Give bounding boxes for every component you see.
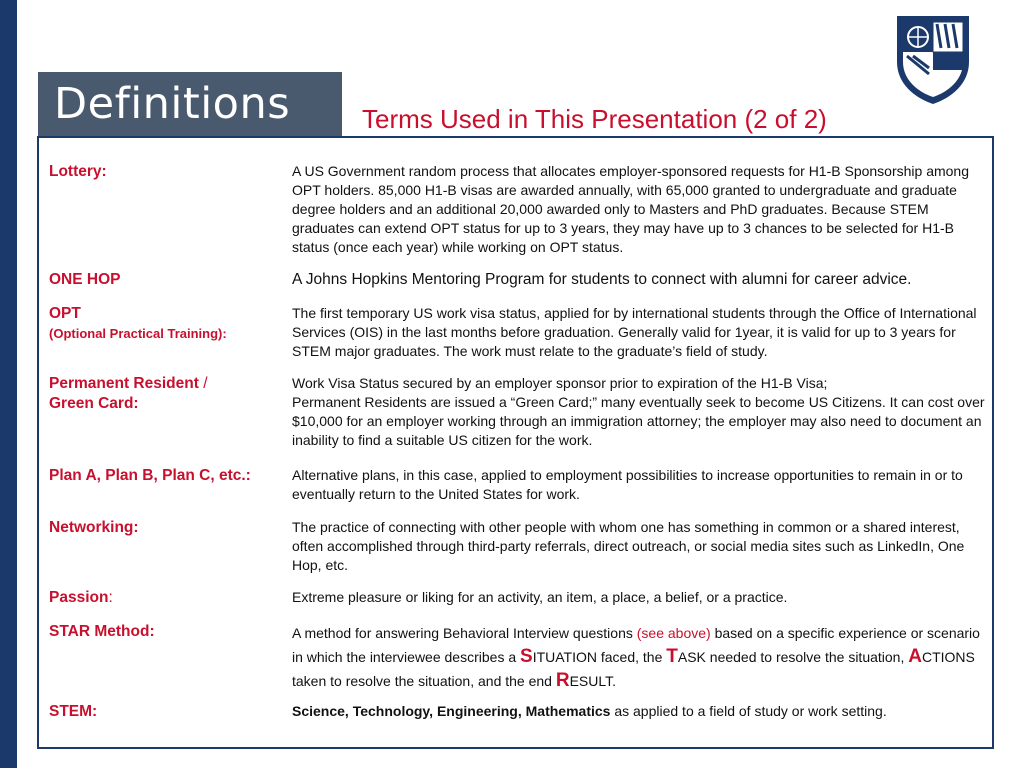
definitions-banner bbox=[38, 72, 342, 136]
term-permanent-resident-label: Permanent Resident bbox=[49, 375, 199, 392]
definition-plans: Alternative plans, in this case, applied to employment possibilities to increase opportunities to remain in or to eventually return to the United States for work. bbox=[292, 467, 963, 502]
definition-passion: Extreme pleasure or liking for an activity, an item, a place, a belief, or a practice. bbox=[292, 589, 788, 605]
definition-stem-rest: as applied to a field of study or work setting. bbox=[610, 703, 887, 719]
term-passion-colon: : bbox=[108, 589, 113, 606]
term-networking: Networking: bbox=[49, 519, 139, 536]
term-passion bbox=[49, 588, 289, 608]
term-opt bbox=[49, 304, 289, 344]
term-permanent-resident bbox=[49, 374, 289, 414]
term-opt-expansion: (Optional Practical Training): bbox=[49, 326, 227, 341]
definition-star-text-a: A method for answering Behavioral Interview questions bbox=[292, 625, 637, 641]
term-separator: / bbox=[198, 375, 208, 392]
definition-star-text-b: based on a specific experience or scenario in which the interviewee describes a bbox=[292, 625, 980, 665]
term-lottery: Lottery: bbox=[49, 163, 107, 180]
definition-one-hop: A Johns Hopkins Mentoring Program for students to connect with alumni for career advice. bbox=[292, 271, 912, 288]
definition-stem bbox=[292, 702, 986, 721]
university-shield-icon bbox=[893, 12, 973, 107]
term-star: STAR Method: bbox=[49, 623, 155, 640]
term-one-hop: ONE HOP bbox=[49, 271, 121, 288]
star-letter-a: A bbox=[908, 646, 922, 667]
definition-permanent-resident-line1: Work Visa Status secured by an employer sponsor prior to expiration of the H1-B Visa; bbox=[292, 375, 828, 391]
slide-subtitle: Terms Used in This Presentation (2 of 2) bbox=[362, 104, 827, 134]
definition-star-text-c: ITUATION faced, the bbox=[532, 649, 667, 665]
definition-star-text-d: ASK needed to resolve the situation, bbox=[677, 649, 909, 665]
definition-networking: The practice of connecting with other people with whom one has something in common or a shared interest, often accomplished through third-party referrals, direct outreach, or social media sites such as LinkedIn, One Hop, etc. bbox=[292, 519, 965, 573]
definition-opt: The first temporary US work visa status, applied for by international students through the Office of International Services (OIS) in the last months before graduation. Generally valid for 1year, it is valid for up to 3 years for STEM major graduates. The work must relate to the graduate’s field of study. bbox=[292, 305, 977, 359]
definition-star-text-f: ESULT. bbox=[569, 673, 617, 689]
banner-title: Definitions bbox=[54, 79, 291, 129]
star-letter-r: R bbox=[555, 670, 570, 691]
definition-permanent-resident-rest: Permanent Residents are issued a “Green Card;” many eventually seek to become US Citizens. It can cost over $10,000 for an employer working through an immigration attorney; the employer may also need to document an inability to find a suitable US citizen for the work. bbox=[292, 394, 985, 448]
definition-star bbox=[292, 622, 986, 693]
term-plans: Plan A, Plan B, Plan C, etc.: bbox=[49, 467, 251, 484]
left-accent-bar bbox=[0, 0, 17, 768]
definition-lottery: A US Government random process that allocates employer-sponsored requests for H1-B Sponsorship among OPT holders. 85,000 H1-B visas are awarded annually, with 65,000 granted to undergraduate and graduate degree holders and an additional 20,000 awarded only to Masters and PhD graduates. Because STEM graduates can extend OPT status for up to 3 years, they may have up to 3 chances to be selected for H1-B status (once each year) while working on OPT status. bbox=[292, 163, 970, 255]
definition-permanent-resident bbox=[292, 374, 986, 450]
star-letter-s: S bbox=[520, 646, 533, 667]
term-stem: STEM: bbox=[49, 703, 98, 720]
star-letter-t: T bbox=[666, 646, 678, 667]
see-above-note: (see above) bbox=[636, 625, 711, 641]
term-passion-label: Passion bbox=[49, 589, 109, 606]
term-opt-label: OPT bbox=[49, 305, 81, 322]
term-green-card-label: Green Card: bbox=[49, 395, 139, 412]
definitions-panel bbox=[37, 136, 994, 749]
definition-stem-acronym: Science, Technology, Engineering, Mathematics bbox=[292, 703, 611, 719]
definition-star-text-e: CTIONS taken to resolve the situation, and the end bbox=[292, 649, 975, 689]
